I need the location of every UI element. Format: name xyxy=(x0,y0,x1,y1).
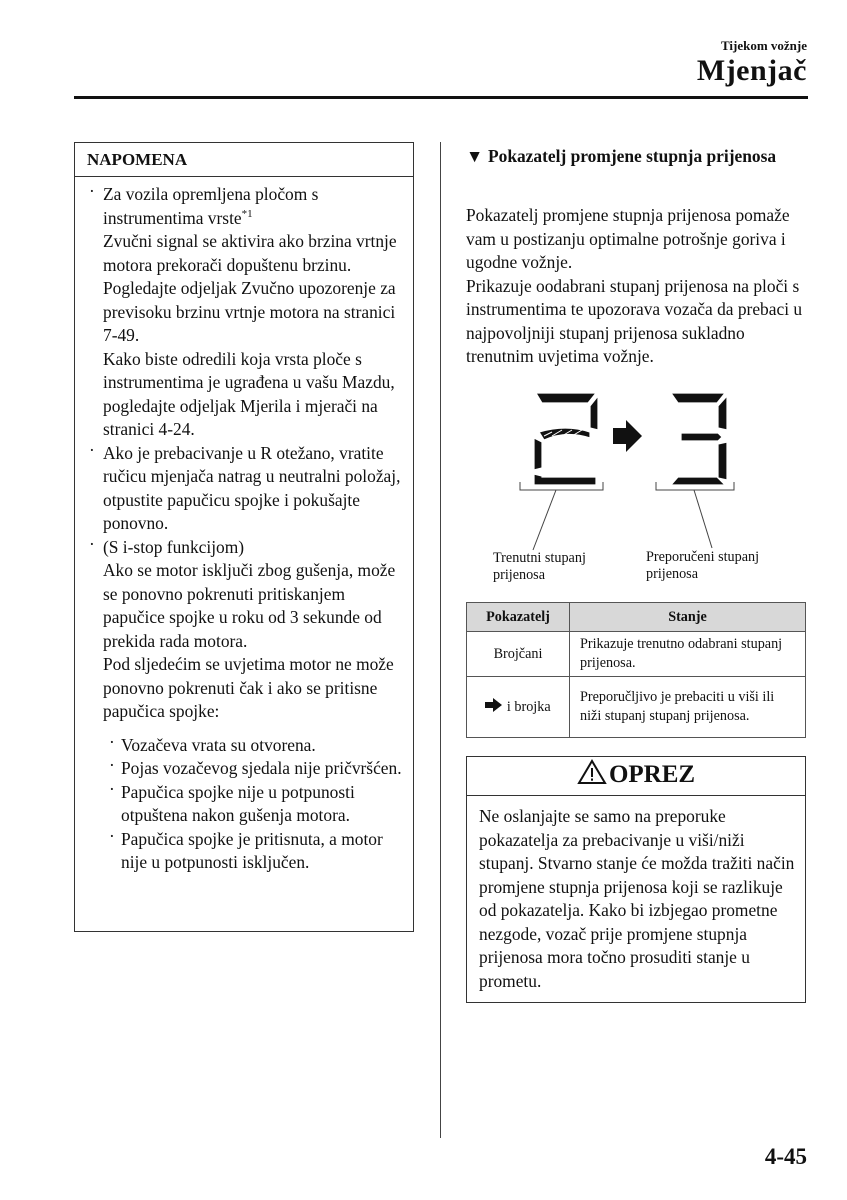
table-header-row xyxy=(467,603,806,632)
warning-triangle-icon xyxy=(577,759,607,785)
table-cell: Brojčani xyxy=(467,632,570,677)
bullet-icon: · xyxy=(109,778,115,799)
gear-indicator-diagram xyxy=(466,380,811,595)
column-header: Stanje xyxy=(570,603,806,632)
arrow-indicator-icon xyxy=(485,698,503,712)
note-paragraph: (S i-stop funkcijom) xyxy=(103,536,245,557)
note-subitem: · Vozačeva vrata su otvorena. xyxy=(109,731,316,755)
intro-paragraph: Pokazatelj promjene stupnja prijenosa pomaže vam u postizanju optimalne potrošnje goriva i ugodne vožnje. xyxy=(466,205,790,272)
note-paragraph: Kako biste odredili koja vrsta ploče s instrumentima je ugrađena u vašu Mazdu, pogledajte odjeljak Mjerila i mjerači na stranici 4-24. xyxy=(103,348,395,439)
footnote-marker: *1 xyxy=(241,207,253,220)
table-row xyxy=(467,632,806,677)
bullet-icon: · xyxy=(89,439,95,460)
leader-line-current xyxy=(533,490,556,550)
header-rule xyxy=(74,96,808,99)
page-title: Mjenjač xyxy=(696,54,807,87)
bullet-icon: · xyxy=(89,533,95,554)
note-item xyxy=(87,183,405,442)
note-paragraph: Zvučni signal se aktivira ako brzina vrtnje motora prekorači dopuštenu brzinu. xyxy=(103,231,397,275)
caution-heading: OPREZ xyxy=(467,757,805,796)
digit-2-icon xyxy=(534,393,598,485)
note-paragraph: Pogledajte odjeljak Zvučno upozorenje za previsoku brzinu vrtnje motora na stranici 7-49. xyxy=(103,278,396,345)
caution-box xyxy=(466,756,806,1003)
note-subitem: · Papučica spojke nije u potpunosti otpuštena nakon gušenja motora. xyxy=(109,778,355,825)
note-paragraph: Ako je prebacivanje u R otežano, vratite ručicu mjenjača natrag u neutralni položaj, otpustite papučicu spojke i pokušajte ponovno. xyxy=(103,442,401,533)
triangle-marker-icon: ▼ xyxy=(466,146,484,166)
table-cell: Prikazuje trenutno odabrani stupanj prijenosa. xyxy=(570,632,806,677)
section-heading: ▼ Pokazatelj promjene stupnja prijenosa xyxy=(466,146,777,166)
note-paragraph: Za vozila opremljena pločom s instrumentima vrste$^{*1}$ xyxy=(103,184,319,228)
note-item xyxy=(87,533,405,724)
running-header: Tijekom vožnje xyxy=(720,38,807,53)
bullet-icon: · xyxy=(109,825,115,846)
table-cell: Preporučljivo je prebaciti u viši ili niži stupanj stupanj prijenosa. xyxy=(570,677,806,738)
note-paragraph: Ako se motor isključi zbog gušenja, može se ponovno pokrenuti pritiskanjem papučice spojke u roku od 3 sekunde od prekida rada motora. xyxy=(103,560,396,651)
label-recommended-gear: Preporučeni stupanj prijenosa xyxy=(646,549,760,582)
table-row xyxy=(467,677,806,738)
note-paragraph: Pod sljedećim se uvjetima motor ne može ponovno pokrenuti čak i ako se pritisne papučica spojke: xyxy=(103,654,394,721)
note-box xyxy=(74,142,414,932)
note-subitem: · Papučica spojke je pritisnuta, a motor nije u potpunosti isključen. xyxy=(109,825,383,872)
indicator-table xyxy=(466,602,806,738)
note-subitem: · Pojas vozačevog sjedala nije pričvršćen. xyxy=(109,755,402,778)
table-cell: i brojka xyxy=(467,677,570,738)
note-heading: NAPOMENA xyxy=(75,143,413,177)
note-body xyxy=(75,177,413,875)
digit-3-icon xyxy=(671,393,727,485)
section-intro xyxy=(466,204,811,369)
bullet-icon: · xyxy=(109,731,115,752)
column-header: Pokazatelj xyxy=(467,603,570,632)
intro-paragraph: Prikazuje oodabrani stupanj prijenosa na ploči s instrumentima te upozorava vozača da prebaci u najpovoljniji stupanj prijenosa sukladno trenutnim uvjetima vožnje. xyxy=(466,275,803,366)
caution-text: Ne oslanjajte se samo na preporuke pokazatelja za prebacivanje u viši/niži stupanj. Stvarno stanje će možda tražiti način promjene stupnja prijenosa koji se razlikuje od pokazatelja. Kako bi izbjegao prometne nezgode, vozač prije promjene stupnja prijenosa mora točno prosuditi stanje u prometu. xyxy=(479,806,795,991)
bullet-icon: · xyxy=(89,181,95,201)
label-current-gear: Trenutni stupanj prijenosa xyxy=(493,550,586,583)
leader-line-recommended xyxy=(694,490,712,548)
column-divider xyxy=(440,142,441,1138)
bullet-icon: · xyxy=(109,755,115,775)
note-item xyxy=(87,439,405,536)
page-number: 4-45 xyxy=(764,1144,807,1169)
shift-up-arrow-icon xyxy=(613,420,642,452)
